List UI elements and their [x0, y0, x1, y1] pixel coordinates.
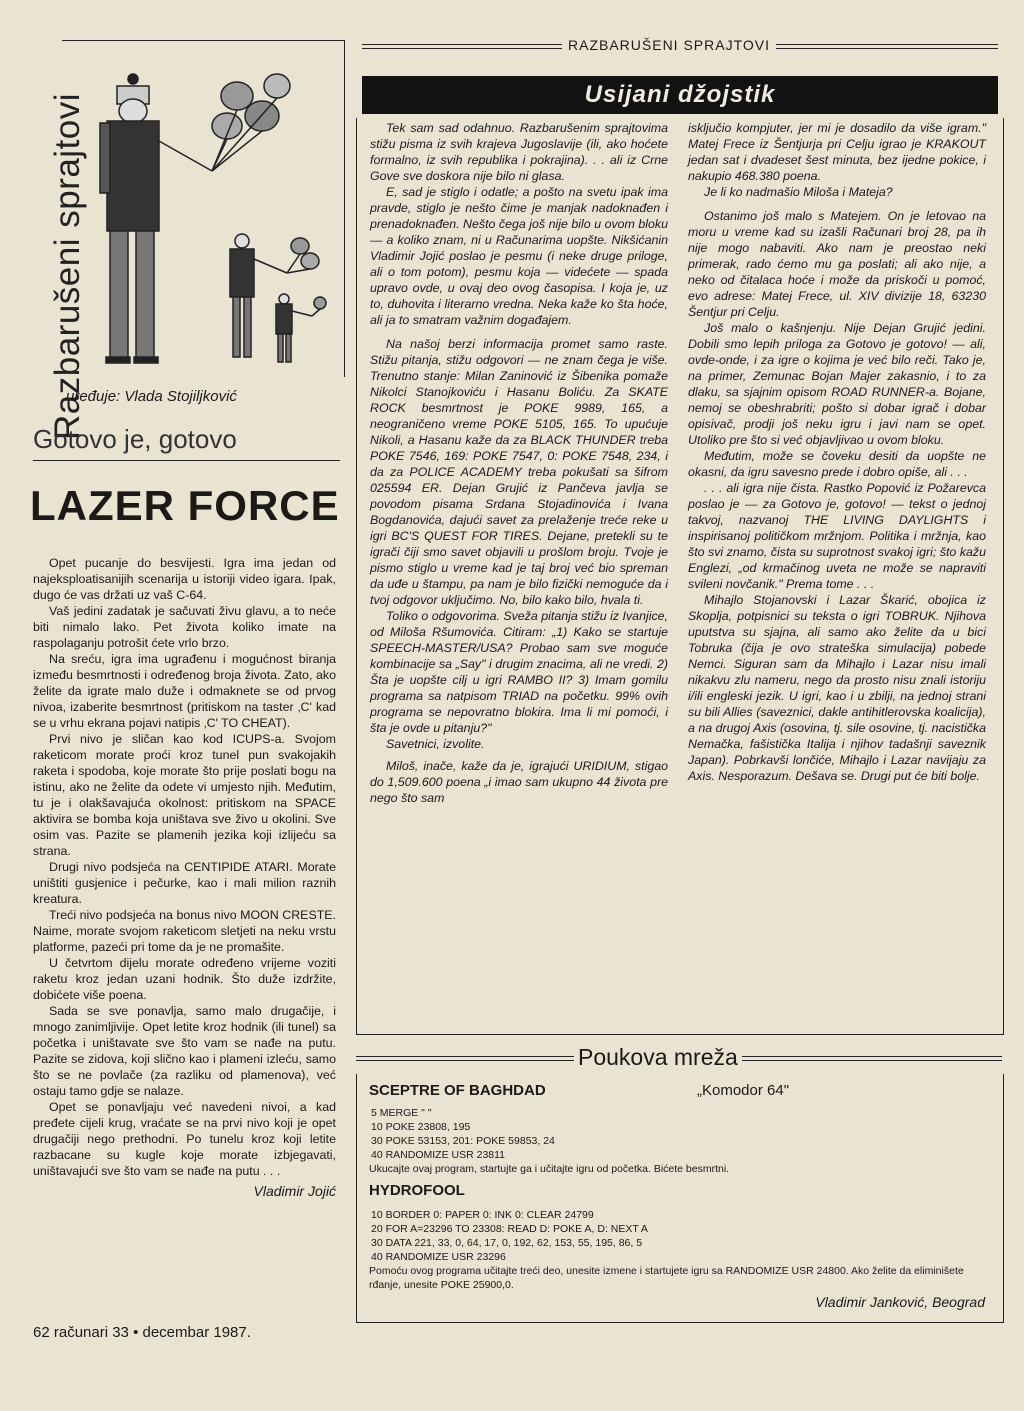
letter-paragraph: isključio kompjuter, jer mi je dosadilo da više igram." Matej Frece iz Šentjurja pri Celju igrao je KRAKOUT jedan sat i dvadeset šest minuta, bez ijedne pokice, i nakupio 468.380 poena. — [688, 121, 986, 183]
article-paragraph: Drugi nivo podsjeća na CENTIPIDE ATARI. Morate uništiti gusjenice i pečurke, kao i mali milion raznih kreatura. — [33, 860, 336, 906]
article-paragraph: Vaš jedini zadatak je sačuvati živu glavu, a to neće biti nimalo lako. Pet života koliko imate na raspolaganju potrošit ćete vrlo brzo. — [33, 604, 336, 650]
letter-paragraph: Tek sam sad odahnuo. Razbarušenim sprajtovima stižu pisma iz svih krajeva Jugoslavije (ili, ako hoćete formalno, iz svih republika i pokrajina). . . ali iz Crne Gove sve doskora nije bilo ni glasa. — [370, 121, 668, 183]
code-line: 40 RANDOMIZE USR 23811 — [371, 1149, 506, 1161]
vertical-title-text: Razbarušeni sprajtovi — [48, 92, 87, 440]
code-line: 30 POKE 53153, 201: POKE 59853, 24 — [371, 1135, 555, 1147]
code-note: Pomoću ovog programa učitajte treći deo, unesite izmene i startujete igru sa RANDOMIZE USR 24800. Ako želite da eliminišete rđanje, unesite POKE 25900,0. — [369, 1265, 964, 1291]
article-paragraph: Opet pucanje do besvijesti. Igra ima jedan od najeksploatisanijih scenarija u istoriji video igara. Ipak, dugo će vas držati uz vaš C-64. — [33, 556, 336, 602]
game-title: SCEPTRE OF BAGHDAD — [369, 1082, 546, 1099]
article-paragraph: Opet se ponavljaju već navedeni nivoi, a kad pređete cijeli krug, vraćate se na prvi nivo koji je opet drugačiji nego prethodni. Po tunelu kroz koji letite razbacane su kugle koje morate izbjegavati, uništavajući sve što vam se nađe na putu . . . — [33, 1100, 336, 1178]
code-line: 40 RANDOMIZE USR 23296 — [371, 1251, 506, 1263]
article-paragraph: Na sreću, igra ima ugrađenu i mogućnost biranja između besmrtnosti i određenog broja života. Zato, ako želite da igrate malo duže i odmaknete se od prvog nivoa, izaberite besmrtnost (pritiskom na taster ‚C' kad se u vrhu ekrana pojavi natipis ‚C' TO CHEAT). — [33, 652, 336, 730]
article-paragraph: Prvi nivo je sličan kao kod ICUPS-a. Svojom raketicom morate proći kroz tunel pun svakojakih raketa i spodoba, koje morate što prije poslati bogu na istinu, ako ne želite da odete vi umjesto njih. Međutim, tu je i olakšavajuća okolnost: pritiskom na SPACE aktivira se bomba koja uništava sve živo u okolini. Sve osim vas. Pazite se plamenih jezika koji izlijeću sa strana. — [33, 732, 336, 858]
letter-paragraph: Miloš, inače, kaže da je, igrajući URIDIUM, stigao do 1,509.600 poena „i imao sam ukupno 44 života pre nego što sam — [370, 759, 668, 805]
poukova-box — [356, 1074, 1004, 1323]
column-banner: Usijani džojstik — [362, 76, 998, 114]
article-body — [33, 555, 336, 1199]
code-listing — [371, 1208, 648, 1264]
poukova-signature: Vladimir Janković, Beograd — [815, 1294, 985, 1310]
article-title: LAZER FORCE — [30, 482, 340, 529]
letters-column-mid — [370, 120, 668, 806]
code-line: 10 BORDER 0: PAPER 0: INK 0: CLEAR 24799 — [371, 1209, 594, 1221]
letter-paragraph: Još malo o kašnjenju. Nije Dejan Grujić jedini. Dobili smo lepih priloga za Gotovo je gotovo! — ali, ovde-onde, i za igre o kojima je već bilo reči. Tako je, na primer, Zemunac Bojan Majer zakasnio, i to za dlaku, sa sjajnim opisom ROAD RUNNER-a. Bojane, nemoj se obeshrabriti; pošto si dobar igrač i dobar opisivač, prodji još neku igru i javi nam se opet. Utoliko pre što si već objavljivao u ovom bloku. — [688, 321, 986, 447]
letter-paragraph: . . . ali igra nije čista. Rastko Popović iz Požarevca poslao je — za Gotovo je, gotovo! — tekst o jednoj takvoj, nazvanoj THE LIVING DAYLIGHTS i inspirisanoj političkom mržnjom. Politika i mržnja, kao što svi znamo, čista su suprotnost svakoj igri; što kažu Englezi, „od krmačinog uveta ne može se napraviti svileni novčanik." Prema tome . . . — [688, 481, 986, 591]
section-header-text: RAZBARUŠENI SPRAJTOVI — [562, 37, 776, 53]
illustration-box — [62, 40, 345, 377]
code-line: 20 FOR A=23296 TO 23308: READ D: POKE A, D: NEXT A — [371, 1223, 648, 1235]
letter-paragraph: Savetnici, izvolite. — [386, 737, 485, 751]
article-signature: Vladimir Jojić — [253, 1183, 336, 1199]
letter-paragraph: Na našoj berzi informacija promet samo raste. Stižu pitanja, stižu odgovori — ne znam čega je više. Trenutno stanje: Milan Zaninović iz Šibenika pomaže Nikolci Stanojkoviću i Hasanu Boliću. Za SKATE ROCK besmrtnost je POKE 9989, 165, a neograničeno vreme POKE 5105, 165. To upućuje Nikoli, a Hasanu kaže da za BLACK THUNDER treba POKE 7546, 169: POKE 7547, 0: POKE 7548, 234, i da za POLICE ACADEMY treba pokušati sa šifrom 025594 ER. Dejan Grujić iz Pančeva javlja se povodom pisama Srdana Stojadinovića i Ivana Bogdanovića, dajući savet za prelaženje treće reke u igri BC'S QUEST FOR TIRES. Dejane, pretekli su te igrači čiji smo savet objavili u prošlom broju. Tvoje je pismo stiglo u vreme kad je taj broj već bio spreman da uđe u štampu, pa nam je bilo fizički nemoguće da i tvoj odgovor uključimo. No, bilo kako bilo, hvala ti. — [370, 337, 668, 607]
code-line: 5 MERGE " " — [371, 1107, 432, 1119]
code-line: 30 DATA 221, 33, 0, 64, 17, 0, 192, 62, 153, 55, 195, 86, 5 — [371, 1237, 643, 1249]
article-paragraph: Treći nivo podsjeća na bonus nivo MOON CRESTE. Naime, morate svojom raketicom sletjeti na neku vrstu platforme, pazeći pri tome da je ne promašite. — [33, 908, 336, 954]
letter-paragraph: E, sad je stiglo i odatle; a pošto na svetu ipak ima pravde, stiglo je nešto čime je manjak nadoknađen i prenadoknađen. Nešto čega još nije bilo u ovom bloku — a koliko znam, ni u Računarima uopšte. Nikšićanin Vladimir Jojić poslao je pesmu (i neke druge priloge, ali o tom potom), pesmu koja — videćete — spada upravo ovde, u ovaj deo ovog časopisa. I koja je, uz to, duhovita i literarno vredna. Neka kaže ko šta hoće, ali ja to smatram važnim događajem. — [370, 185, 668, 327]
section-divider — [33, 460, 340, 461]
letters-column-right — [688, 120, 986, 784]
letter-paragraph: Je li ko nadmašio Miloša i Mateja? — [704, 185, 893, 199]
game-title: HYDROFOOL — [369, 1182, 465, 1199]
figures-with-balloons-illustration — [62, 41, 344, 377]
article-paragraph: Sada se sve ponavlja, samo malo drugačije, i mnogo zanimljivije. Opet letite kroz hodnik (ili tunel) sa početka i uništavate sve što vam se nađe na putu. Pazite se zidova, koji slično kao i plameni izleću, samo što se ne povlače (za razliku od plamenova), već ostaju tamo gdje se nalaze. — [33, 1004, 336, 1098]
letter-paragraph: Ostanimo još malo s Matejem. On je letovao na moru u vreme kad su izašli Računari broj 28, pa ih nije mogo nabaviti. Ako nam je preostao neki primerak, rado ćemo mu ga poslati; ali ako nije, a neko od čitalaca hoće i može da priskoči u pomoć, evo adrese: Matej Frece, ul. XIV divizije 18, 63230 Šentjur pri Celju. — [688, 209, 986, 319]
section-title: Gotovo je, gotovo — [33, 424, 237, 454]
vertical-section-title — [8, 60, 87, 440]
code-line: 10 POKE 23808, 195 — [371, 1121, 471, 1133]
letter-paragraph: Toliko o odgovorima. Sveža pitanja stižu iz Ivanjice, od Miloša Ršumovića. Citiram: „1) Kako se startuje SPEECH-MASTER/USA? Probao sam sve moguće kombinacije sa „Say" i drugim znacima, ali ne vredi. 2) Šta je uopšte cilj u igri RAMBO II? 3) Imam gomilu programa sa natpisom TRIAD na početku. 99% ovih programa se nepovratno blokira. Ima li mi pomoći, i šta je ovde u pitanju?" — [370, 609, 668, 735]
page-footer: 62 računari 33 • decembar 1987. — [33, 1324, 251, 1341]
poukova-header — [356, 1044, 1002, 1074]
poukova-title: Poukova mreža — [574, 1044, 742, 1071]
article-paragraph: U četvrtom dijelu morate određeno vrijeme voziti raketu kroz jedan uzani hodnik. Što duže izdržite, dobićete više poena. — [33, 956, 336, 1002]
code-note: Ukucajte ovaj program, startujte ga i učitajte igru od početka. Bićete besmrtni. — [369, 1163, 730, 1175]
letter-paragraph: Mihajlo Stojanovski i Lazar Škarić, obojica iz Skoplja, potpisnici su teksta o igri TOBRUK. Njihova uputstva su sjajna, ali samo ako želite da u bici Tobruka (čija je ovo strateška simulacija) pobede Nemci. Siguran sam da Mihajlo i Lazar nisu imali nikakvu zlu nameru, nego da prosto nisu znali istoriju i/ili engleski jezik. U igri, kao i u zbilji, na jednoj strani su bili Allies (saveznici, dakle antihitlerovska koalicija), a na drugoj Axis (osovina, tj. sile osovine, tj. nacistička Nemačka, fašistička Italija i njihov tadašnji saveznik Japan). Pobrkavši lončiće, Mihajlo i Lazar navijaju za Axis. Nesporazum. Dešava se. Drugi put će biti bolje. — [688, 593, 986, 783]
section-header — [362, 37, 998, 54]
platform-label: „Komodor 64" — [697, 1082, 790, 1099]
code-listing — [371, 1106, 555, 1162]
editor-credit: uređuje: Vlada Stojiljković — [66, 388, 237, 405]
letter-paragraph: Međutim, može se čoveku desiti da uopšte ne okasni, da igru savesno prede i dobro opiše, ali . . . — [688, 449, 986, 479]
